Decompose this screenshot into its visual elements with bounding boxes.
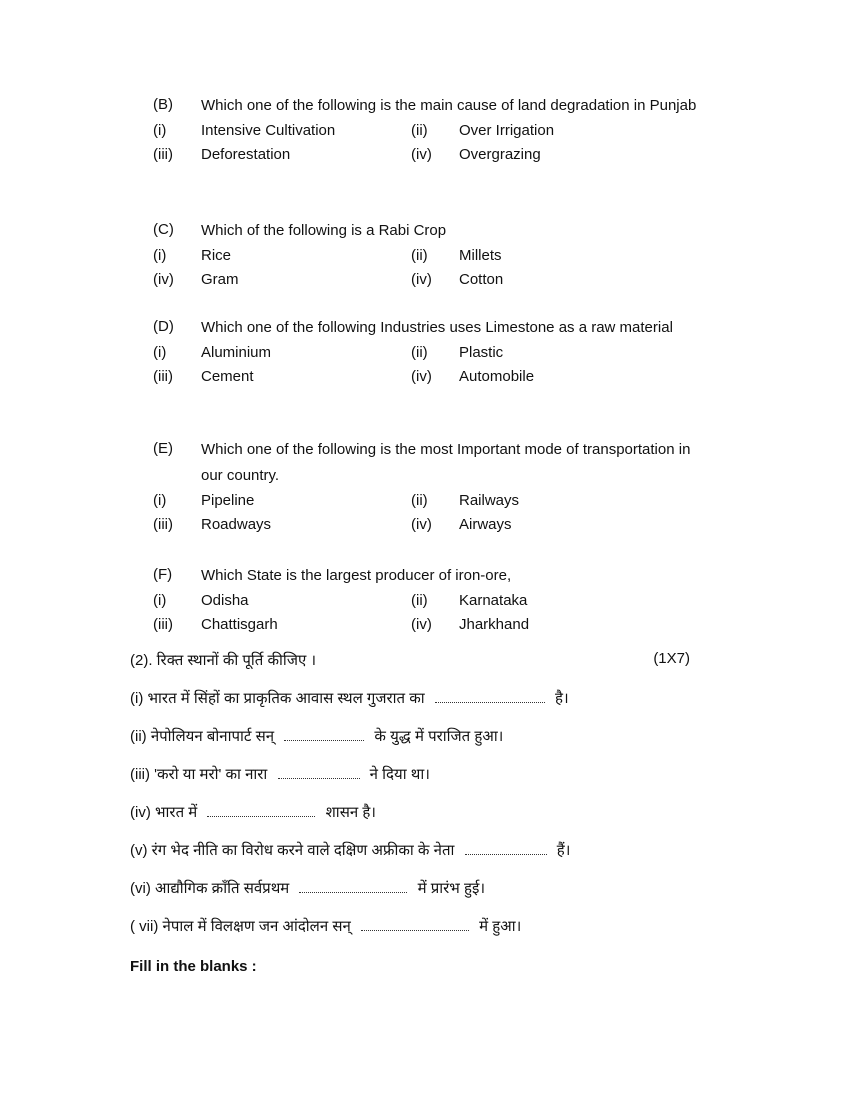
item-text-before: 'करो या मरो' का नारा [154, 766, 268, 783]
question-label: (D) [153, 318, 174, 335]
option-text: Chattisgarh [201, 616, 278, 633]
option-text: Cotton [459, 271, 504, 288]
option-text: Millets [459, 247, 502, 264]
option-number: (iv) [411, 616, 432, 633]
item-number: (iv) [130, 804, 151, 821]
question-label: (B) [153, 96, 173, 113]
question-d [153, 315, 713, 389]
option-number: (i) [153, 122, 167, 139]
blank-item [130, 802, 690, 840]
option-number: (iii) [153, 616, 173, 633]
option-number: (iv) [411, 368, 432, 385]
question-text: Which one of the following is the main cause of land degradation in Punjab [201, 97, 697, 114]
option-number: (iv) [153, 271, 174, 288]
fill-in-blanks-label: Fill in the blanks : [130, 958, 257, 975]
blank-field[interactable] [278, 764, 360, 779]
item-text-after: है। [554, 690, 569, 707]
option-number: (ii) [411, 592, 428, 609]
option-number: (iv) [411, 146, 432, 163]
question-b [153, 93, 713, 167]
item-text-before: रंग भेद नीति का विरोध करने वाले दक्षिण अफ्रीका के नेता [151, 842, 455, 859]
item-number: (iii) [130, 766, 150, 783]
blank-field[interactable] [207, 802, 315, 817]
blank-item [130, 840, 690, 878]
option-text: Railways [459, 492, 520, 509]
option-number: (iii) [153, 146, 173, 163]
options-row [153, 341, 713, 365]
question-label: (C) [153, 221, 174, 238]
option-number: (ii) [411, 492, 428, 509]
options-row [153, 119, 713, 143]
blank-field[interactable] [361, 916, 469, 931]
question-e [153, 437, 713, 537]
option-number: (i) [153, 344, 167, 361]
question-c [153, 218, 713, 292]
option-number: (iii) [153, 368, 173, 385]
fill-blanks-section [130, 650, 690, 954]
option-number: (iii) [153, 516, 173, 533]
item-number: (ii) [130, 728, 147, 745]
item-text-after: में प्रारंभ हुई। [417, 880, 486, 897]
blank-item [130, 916, 690, 954]
item-text-before: नेपाल में विलक्षण जन आंदोलन सन् [162, 918, 351, 935]
section-heading [130, 650, 690, 678]
question-text: Which one of the following Industries uses Limestone as a raw material [201, 319, 673, 336]
option-text: Cement [201, 368, 254, 385]
item-text-after: के युद्ध में पराजित हुआ। [374, 728, 504, 745]
option-number: (iv) [411, 271, 432, 288]
option-number: (ii) [411, 344, 428, 361]
option-text: Automobile [459, 368, 535, 385]
blank-item [130, 726, 690, 764]
option-text: Karnataka [459, 592, 528, 609]
item-number: (i) [130, 690, 144, 707]
options-row [153, 589, 713, 613]
question-text: Which one of the following is the most Important mode of transportation in our country. [201, 441, 691, 484]
item-text-after: हैं। [556, 842, 571, 859]
option-number: (i) [153, 492, 167, 509]
option-text: Aluminium [201, 344, 272, 361]
option-number: (i) [153, 592, 167, 609]
option-text: Over Irrigation [459, 122, 555, 139]
item-text-after: में हुआ। [479, 918, 522, 935]
blank-item [130, 878, 690, 916]
options-row [153, 244, 713, 268]
options-row [153, 143, 713, 167]
blank-field[interactable] [284, 726, 364, 741]
blank-field[interactable] [435, 688, 545, 703]
option-text: Overgrazing [459, 146, 541, 163]
option-number: (ii) [411, 122, 428, 139]
section-title: (2). रिक्त स्थानों की पूर्ति कीजिए । [130, 652, 317, 669]
item-text-after: शासन है। [325, 804, 376, 821]
options-row [153, 613, 713, 637]
option-text: Intensive Cultivation [201, 122, 336, 139]
blank-item [130, 764, 690, 802]
question-text: Which of the following is a Rabi Crop [201, 222, 447, 239]
item-number: (v) [130, 842, 148, 859]
options-row [153, 489, 713, 513]
option-number: (iv) [411, 516, 432, 533]
option-number: (ii) [411, 247, 428, 264]
item-text-before: आद्यौगिक क्राँति सर्वप्रथम [155, 880, 290, 897]
item-text-before: नेपोलियन बोनापार्ट सन् [150, 728, 275, 745]
item-number: ( vii) [130, 918, 159, 935]
option-text: Jharkhand [459, 616, 530, 633]
option-text: Rice [201, 247, 232, 264]
blank-field[interactable] [465, 840, 547, 855]
question-label: (E) [153, 440, 173, 457]
options-row [153, 268, 713, 292]
item-text-after: ने दिया था। [369, 766, 430, 783]
option-text: Pipeline [201, 492, 255, 509]
question-f [153, 563, 713, 637]
blank-field[interactable] [299, 878, 407, 893]
option-text: Roadways [201, 516, 272, 533]
blank-item [130, 688, 690, 726]
item-text-before: भारत में [155, 804, 198, 821]
item-text-before: भारत में सिंहों का प्राकृतिक आवास स्थल गुजरात का [147, 690, 425, 707]
option-text: Plastic [459, 344, 504, 361]
option-text: Deforestation [201, 146, 291, 163]
option-text: Gram [201, 271, 239, 288]
options-row [153, 365, 713, 389]
option-text: Airways [459, 516, 512, 533]
option-number: (i) [153, 247, 167, 264]
question-label: (F) [153, 566, 173, 583]
marks-label: (1X7) [653, 650, 690, 667]
options-row [153, 513, 713, 537]
option-text: Odisha [201, 592, 249, 609]
item-number: (vi) [130, 880, 151, 897]
question-text: Which State is the largest producer of iron-ore, [201, 567, 512, 584]
